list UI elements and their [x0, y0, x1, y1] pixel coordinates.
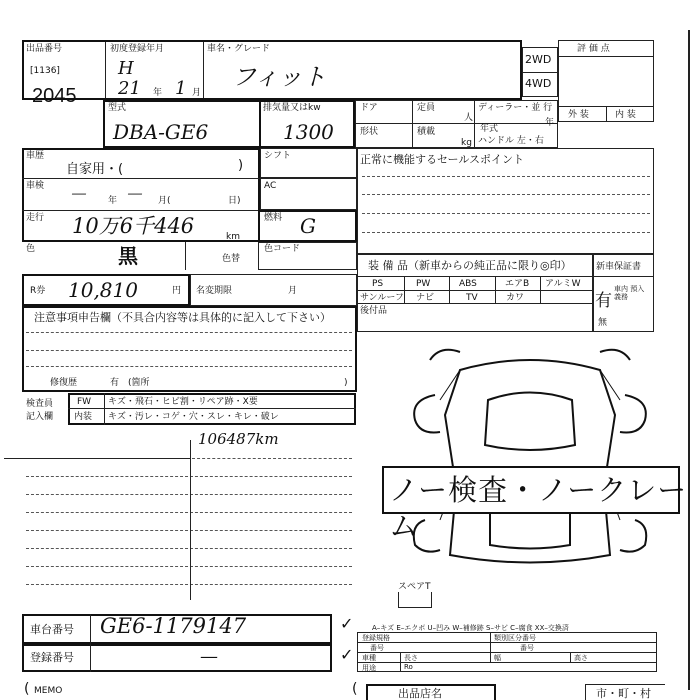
model-label: 型式 [108, 103, 127, 113]
exhibit-no: 2045 [32, 85, 77, 107]
inspection-month-dash: ― [128, 186, 142, 202]
check-mark-2: ✓ [340, 645, 354, 664]
color-label: 色 [26, 244, 36, 254]
inspection-year-unit: 年 [108, 196, 118, 206]
fuel-value: G [300, 214, 316, 238]
right-edge [688, 30, 690, 690]
handwritten-km: 106487km [198, 430, 279, 448]
sales-point-label: 正常に機能するセールスポイント [360, 153, 525, 166]
fw-text: キズ・飛石・ヒビ割・リペア跡・X要 [108, 397, 258, 407]
drive-4wd: 4WD [525, 77, 552, 90]
lot-code: [1136] [30, 66, 60, 76]
load-label: 積載 [417, 127, 436, 137]
usage-close: ) [238, 158, 244, 173]
repair-paren: (箇所 [128, 378, 150, 388]
equip-tv: TV [466, 293, 478, 303]
usage-label: 車歴 [26, 151, 45, 161]
interior-label: 内 装 [615, 110, 636, 120]
registration-value: — [200, 646, 218, 667]
equip-ps: PS [372, 279, 384, 289]
int-label: 内装 [74, 412, 93, 422]
memo-label: MEMO [34, 686, 63, 696]
chassis-label: 車台番号 [30, 623, 74, 636]
fw-label: FW [77, 397, 92, 407]
month-unit: 月 [192, 88, 202, 98]
repair-label: 修復歴 [50, 378, 78, 388]
warranty-yes: 有 [595, 291, 612, 311]
recycle-label: R券 [30, 286, 46, 296]
capacity-label: 定員 [417, 103, 436, 113]
model-value: DBA-GE6 [113, 120, 209, 144]
memo-bracket: ( [24, 681, 30, 697]
registration-label: 登録番号 [30, 651, 74, 664]
warranty-no: 無 [598, 318, 608, 328]
car-name-label: 車名・グレード [207, 44, 271, 54]
name-change-month: 月 [288, 286, 298, 296]
equip-navi: ナビ [416, 293, 435, 303]
inspection-year-dash: ― [72, 186, 86, 202]
warranty-label: 新車保証書 [596, 262, 642, 272]
equipment-title: 装 備 品（新車からの純正品に限り◎印） [368, 259, 572, 272]
color-value: 黒 [118, 244, 138, 268]
first-reg-label: 初度登録年月 [110, 44, 165, 54]
reg-small-1a: 登録規格 [362, 634, 390, 642]
recycle-value: 10,810 [68, 278, 138, 302]
spare-box [398, 592, 432, 608]
mileage-unit: km [226, 232, 240, 242]
car-name: フィット [232, 63, 327, 91]
equip-airbag: エアB [505, 279, 530, 289]
shop-label: 出品店名 [398, 687, 442, 700]
year-label: 年式 [480, 124, 499, 134]
door-label: ドア [360, 103, 378, 113]
score-label: 評 価 点 [577, 44, 610, 54]
color-code-label: 色コード [264, 244, 301, 254]
capacity-unit: 人 [464, 113, 474, 123]
reg-small-3b: 長さ [404, 654, 418, 662]
inspection-month-unit: 月( [158, 196, 171, 206]
spare-label: スペアT [398, 582, 431, 592]
reg-small-2b: 番号 [520, 644, 534, 652]
inspector-label-1: 検査員 [26, 399, 54, 409]
equip-alloy: アルミW [545, 279, 581, 289]
notes-title: 注意事項申告欄（不具合内容等は具体的に記入して下さい） [34, 311, 331, 324]
fuel-label: 燃料 [264, 213, 283, 223]
reg-small-4a: 用途 [362, 664, 376, 672]
shape-label: 形状 [360, 127, 379, 137]
recycle-unit: 円 [172, 286, 182, 296]
usage-value: 自家用・( [66, 162, 124, 177]
int-text: キズ・汚レ・コゲ・穴・スレ・キレ・破レ [108, 412, 279, 422]
displacement-value: 1300 [283, 120, 334, 144]
damage-legend: A–キズ E–エクボ U–凹み W–補修跡 S–サビ C–腐食 XX–交換済 [372, 624, 569, 632]
mileage-label: 走行 [26, 213, 45, 223]
check-mark-1: ✓ [340, 614, 354, 633]
year-unit-2: 年 [545, 118, 555, 128]
equip-pw: PW [416, 279, 431, 289]
mileage-value: 10万6千446 [72, 214, 195, 238]
shift-label: シフト [264, 151, 292, 161]
equip-leather: カワ [506, 293, 525, 303]
inspection-label: 車検 [26, 181, 45, 191]
handle-label: ハンドル 左・右 [478, 136, 544, 146]
reg-small-1b: 類別区分番号 [494, 634, 536, 642]
year-unit: 年 [153, 88, 163, 98]
equip-sunroof: サンルーフ [360, 293, 404, 303]
load-unit: kg [461, 138, 472, 148]
drive-2wd: 2WD [525, 53, 552, 66]
ac-label: AC [264, 181, 277, 191]
color-change-label: 色替 [222, 254, 241, 264]
exhibit-no-label: 出品番号 [26, 44, 63, 54]
divider [203, 42, 204, 98]
reg-small-4b: Ro [404, 663, 413, 671]
first-reg-year: 21 [118, 78, 141, 99]
repair-close: ) [344, 378, 348, 388]
stamp-text: ノー検査・ノークレーム [389, 473, 688, 543]
aftermarket-label: 後付品 [360, 306, 388, 316]
displacement-label: 排気量又はkw [263, 103, 321, 113]
dealer-label: ディーラー・並 行 [478, 103, 553, 113]
reg-small-3d: 高さ [574, 654, 588, 662]
name-change-label: 名変期限 [196, 286, 233, 296]
reg-small-3c: 幅 [494, 654, 501, 662]
reg-small-2a: 番号 [370, 644, 384, 652]
repair-value: 有 [110, 378, 120, 388]
inspector-label-2: 記入欄 [26, 412, 54, 422]
chassis-value: GE6-1179147 [100, 614, 247, 638]
exterior-label: 外 装 [568, 110, 589, 120]
inspection-day-unit: 日) [228, 196, 241, 206]
memo-paren: ( [352, 681, 358, 697]
divider [105, 42, 106, 98]
reg-small-3a: 車種 [362, 654, 376, 662]
first-reg-era: H [118, 58, 134, 79]
city-label: 市・町・村 [596, 687, 651, 700]
first-reg-month: 1 [175, 78, 187, 99]
warranty-sub: 車内 預入義務 [614, 285, 645, 301]
equip-abs: ABS [459, 279, 477, 289]
